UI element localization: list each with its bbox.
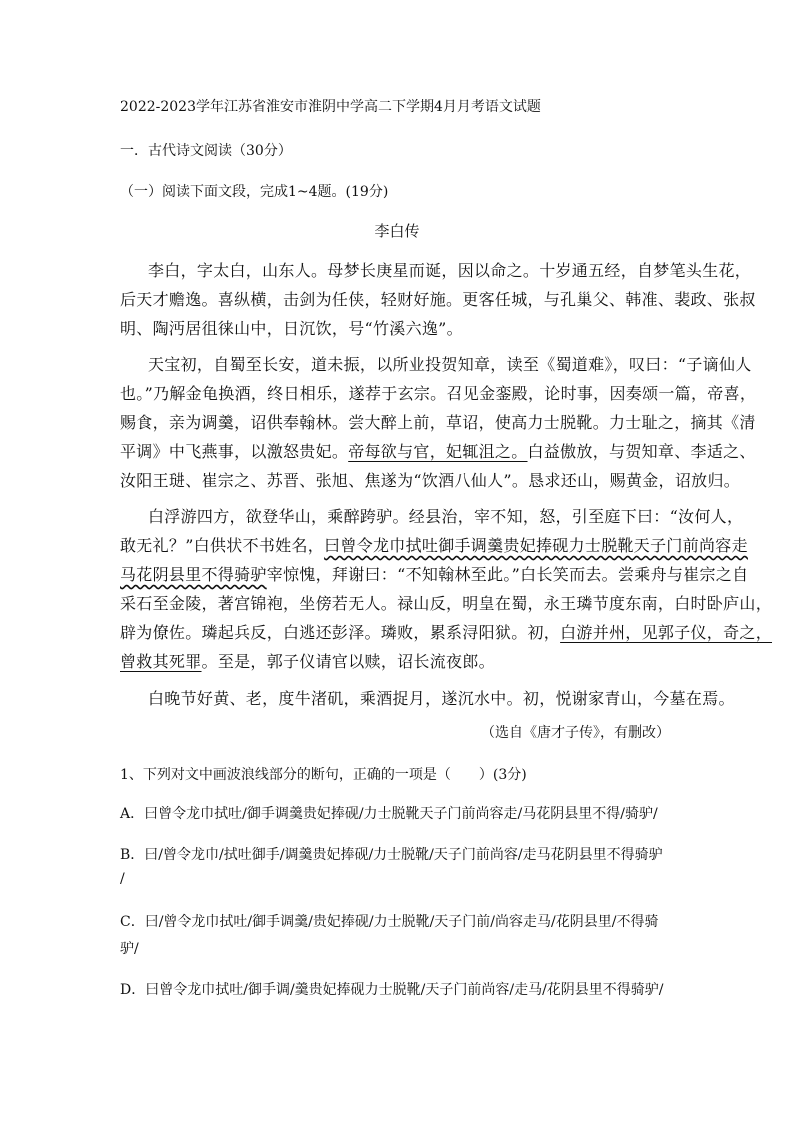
source-note: （选自《唐才子传》，有删改） [481, 725, 670, 741]
wavy-underlined-text: 曰曾令龙巾拭吐御手调羹贵妃捧砚力士脱靴天子门前尚容走 [324, 536, 748, 555]
text: 宰惊愧，拜谢曰：“不知翰林至此。”白长笑而去。尝乘舟与崔宗之自 [266, 565, 749, 584]
paragraph-1-line-2: 后天才赡逸。喜纵横，击剑为任侠，轻财好施。更客任城，与孔巢父、韩准、裴政、张叔 [120, 290, 756, 309]
paragraph-4-line-1: 白晚节好黄、老，度牛渚矶，乘酒捉月，遂沉水中。初，悦谢家青山，今墓在焉。 [148, 689, 735, 708]
paragraph-3-line-5 [120, 620, 772, 643]
text: 平调》中飞燕事，以激怒贵妃。 [120, 442, 349, 461]
text: 。至是，郭子仪请官以赎，诏长流夜郎。 [201, 652, 495, 671]
paragraph-3-line-6 [120, 649, 495, 672]
underlined-sentence: 帝每欲与官，妃辄沮之。 [348, 442, 528, 461]
paragraph-2-line-2: 也。”乃解金龟换酒，终日相乐，遂荐于玄宗。召见金銮殿，论时事，因奏颂一篇，帝喜， [120, 384, 757, 403]
underlined-sentence: 曾救其死罪 [120, 652, 202, 671]
paragraph-3-line-3 [120, 562, 748, 585]
wavy-underlined-text: 马花阴县里不得骑驴 [120, 565, 267, 584]
subsection-heading: （一）阅读下面文段，完成1~4题。(19分) [120, 184, 389, 200]
underlined-sentence: 白游并州，见郭子仪，奇之， [560, 623, 773, 642]
passage-title: 李白传 [374, 222, 420, 240]
document-title: 2022-2023学年江苏省淮安市淮阴中学高二下学期4月月考语文试题 [120, 99, 541, 115]
paragraph-3-line-2 [120, 533, 748, 556]
paragraph-2-line-4 [120, 439, 756, 462]
paragraph-3-line-4: 采石至金陵，著宫锦袍，坐傍若无人。禄山反，明皇在蜀，永王璘节度东南，白时卧庐山， [120, 594, 773, 613]
paragraph-2-line-3: 赐食，亲为调羹，诏供奉翰林。尝大醉上前，草诏，使高力士脱靴。力士耻之，摘其《清 [120, 413, 756, 432]
option-c-continued: 驴/ [120, 941, 139, 957]
option-c: C．曰/曾令龙巾拭吐/御手调羹/贵妃捧砚/力士脱靴/天子门前/尚容走马/花阴县里/不得骑 [120, 914, 659, 930]
text: 敢无礼？”白供状不书姓名， [120, 536, 325, 555]
question-1-stem: 1、下列对文中画波浪线部分的断句，正确的一项是（ ）(3分) [120, 767, 527, 783]
option-a: A．曰曾令龙巾拭吐/御手调羹贵妃捧砚/力士脱靴天子门前尚容走/马花阴县里不得/骑驴/ [120, 806, 658, 822]
text: 辟为僚佐。璘起兵反，白逃还彭泽。璘败，累系浔阳狱。初， [120, 623, 561, 642]
option-b-continued: / [120, 871, 125, 887]
option-b: B．曰/曾令龙巾/拭吐御手/调羹贵妃捧砚/力士脱靴/天子门前尚容/走马花阴县里不得骑驴 [120, 847, 663, 863]
paragraph-1-line-1: 李白，字太白，山东人。母梦长庚星而诞，因以命之。十岁通五经，自梦笔头生花， [148, 261, 752, 280]
section-heading: 一．古代诗文阅读（30分） [120, 143, 292, 159]
text: 白益傲放，与贺知章、李适之、 [527, 442, 756, 461]
paragraph-2-line-5: 汝阳王琎、崔宗之、苏晋、张旭、焦遂为“饮酒八仙人”。恳求还山，赐黄金，诏放归。 [120, 471, 741, 490]
paragraph-1-line-3: 明、陶沔居徂徕山中，日沉饮，号“竹溪六逸”。 [120, 319, 463, 338]
paragraph-3-line-1: 白浮游四方，欲登华山，乘醉跨驴。经县治，宰不知，怒，引至庭下曰：“汝何人， [148, 507, 744, 526]
paragraph-2-line-1: 天宝初，自蜀至长安，道未振，以所业投贺知章，读至《蜀道难》，叹曰：“子谪仙人 [148, 355, 752, 374]
option-d: D．曰曾令龙巾拭吐/御手调/羹贵妃捧砚力士脱靴/天子门前尚容/走马/花阴县里不得骑驴/ [120, 982, 664, 998]
